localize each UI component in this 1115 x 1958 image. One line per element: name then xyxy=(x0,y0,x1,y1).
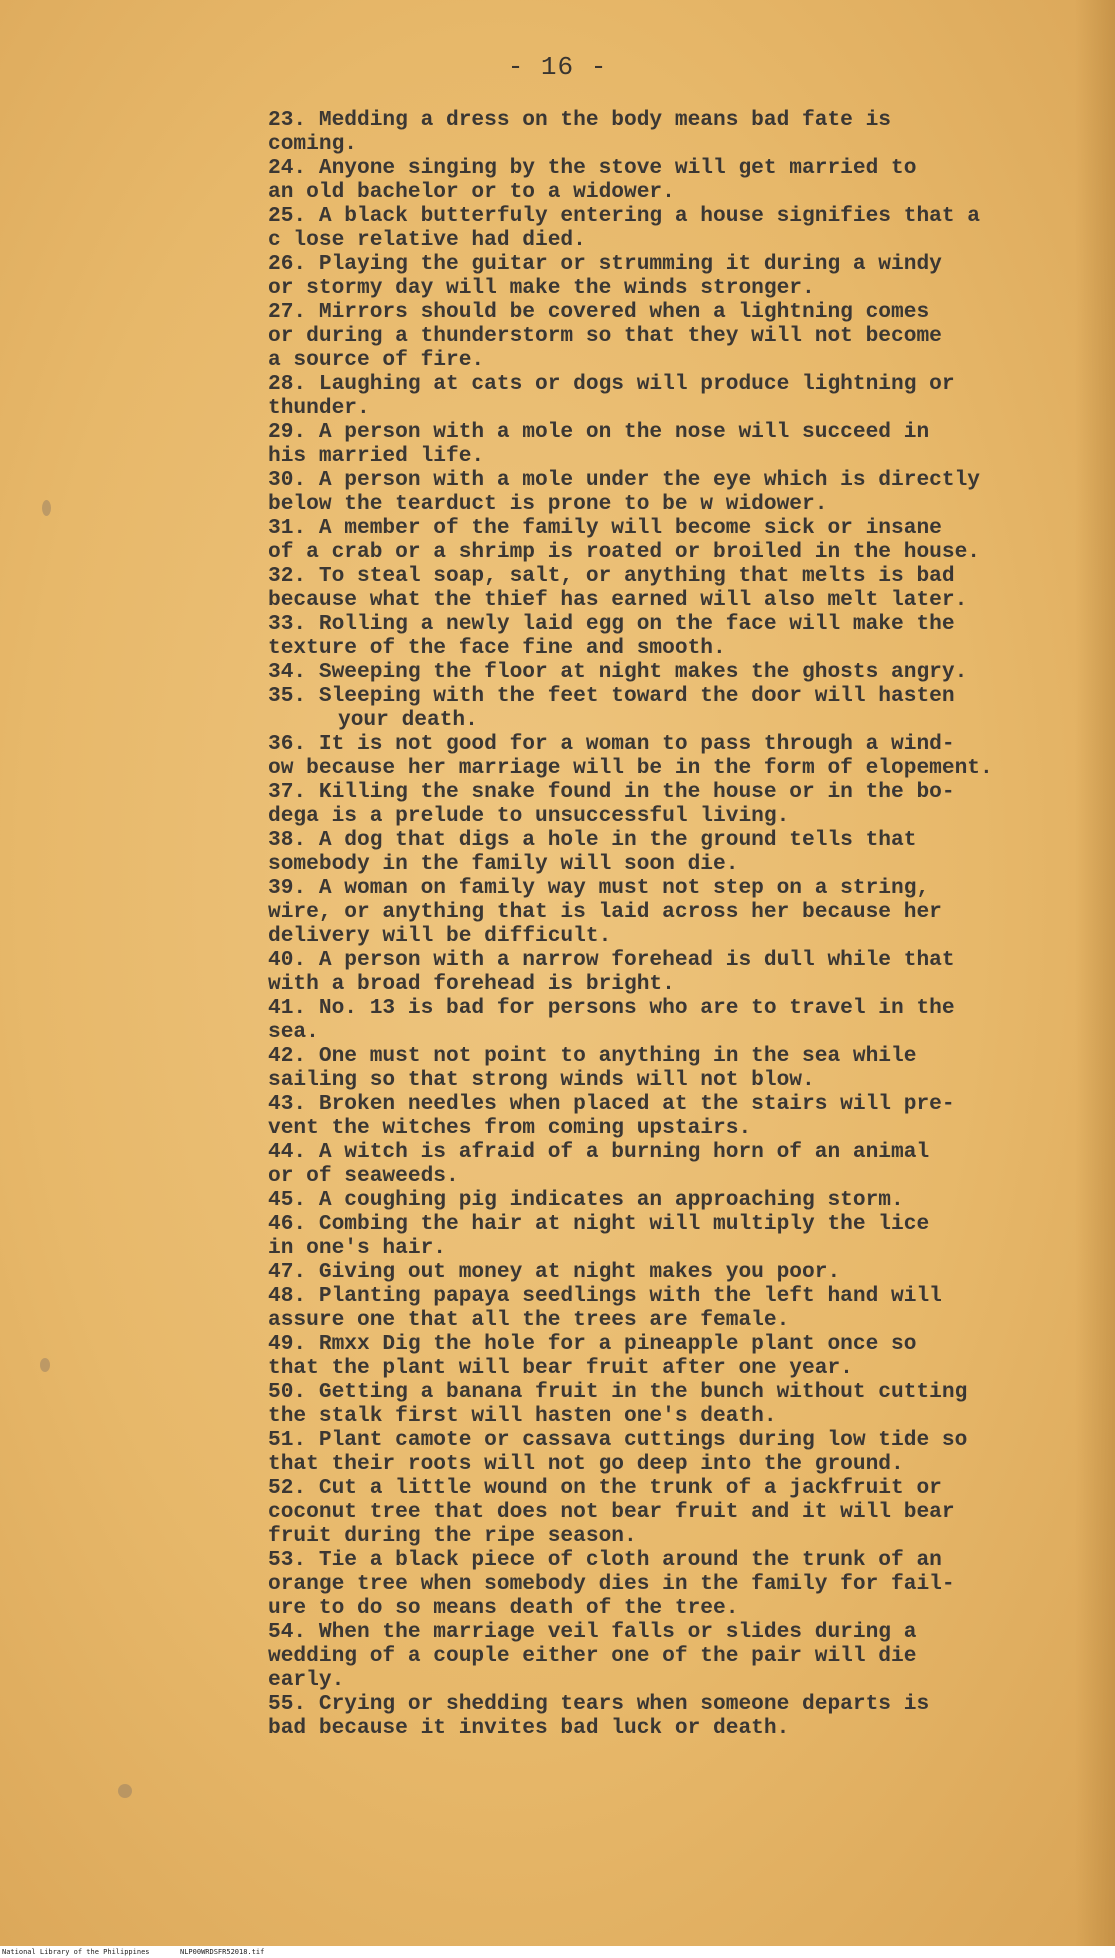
text-line: 26. Playing the guitar or strumming it during a windy xyxy=(268,252,942,276)
text-line: the stalk first will hasten one's death. xyxy=(268,1404,777,1428)
text-line: an old bachelor or to a widower. xyxy=(268,180,675,204)
text-line: 46. Combing the hair at night will multiply the lice xyxy=(268,1212,930,1236)
text-line: or stormy day will make the winds stronger. xyxy=(268,276,815,300)
text-line: 35. Sleeping with the feet toward the door will hasten xyxy=(268,684,955,708)
text-line: wedding of a couple either one of the pair will die xyxy=(268,1644,917,1668)
text-line: thunder. xyxy=(268,396,370,420)
text-line: somebody in the family will soon die. xyxy=(268,852,739,876)
paper-stain xyxy=(40,1358,50,1372)
text-line: sea. xyxy=(268,1020,319,1044)
text-line: 40. A person with a narrow forehead is dull while that xyxy=(268,948,955,972)
text-line: 36. It is not good for a woman to pass through a wind- xyxy=(268,732,955,756)
text-line: 51. Plant camote or cassava cuttings during low tide so xyxy=(268,1428,968,1452)
text-line: texture of the face fine and smooth. xyxy=(268,636,726,660)
text-line: 53. Tie a black piece of cloth around the trunk of an xyxy=(268,1548,942,1572)
text-line: 39. A woman on family way must not step on a string, xyxy=(268,876,930,900)
text-line: in one's hair. xyxy=(268,1236,447,1260)
paper-stain xyxy=(118,1784,132,1798)
text-line: 42. One must not point to anything in the sea while xyxy=(268,1044,917,1068)
text-line: 29. A person with a mole on the nose will succeed in xyxy=(268,420,930,444)
text-line: 25. A black butterfuly entering a house signifies that a xyxy=(268,204,981,228)
text-line: 48. Planting papaya seedlings with the left hand will xyxy=(268,1284,942,1308)
text-line: fruit during the ripe season. xyxy=(268,1524,637,1548)
text-line: below the tearduct is prone to be w widower. xyxy=(268,492,828,516)
text-line: 30. A person with a mole under the eye which is directly xyxy=(268,468,981,492)
text-line xyxy=(268,1740,1098,1764)
text-line: 54. When the marriage veil falls or slides during a xyxy=(268,1620,917,1644)
text-line: 38. A dog that digs a hole in the ground tells that xyxy=(268,828,917,852)
text-line: or of seaweeds. xyxy=(268,1164,459,1188)
text-line: coconut tree that does not bear fruit and it will bear xyxy=(268,1500,955,1524)
paper-stain xyxy=(42,500,51,516)
text-line: wire, or anything that is laid across her because her xyxy=(268,900,942,924)
text-line: 24. Anyone singing by the stove will get married to xyxy=(268,156,917,180)
text-line: bad because it invites bad luck or death. xyxy=(268,1716,790,1740)
text-line: 55. Crying or shedding tears when someone departs is xyxy=(268,1692,930,1716)
text-line: 47. Giving out money at night makes you poor. xyxy=(268,1260,841,1284)
text-line: that their roots will not go deep into the ground. xyxy=(268,1452,904,1476)
text-line: orange tree when somebody dies in the family for fail- xyxy=(268,1572,955,1596)
text-line: a source of fire. xyxy=(268,348,485,372)
scan-footer xyxy=(0,1946,1115,1958)
text-line: vent the witches from coming upstairs. xyxy=(268,1116,752,1140)
text-line: his married life. xyxy=(268,444,485,468)
footer-library-name: National Library of the Philippines xyxy=(2,1948,150,1956)
text-line: c lose relative had died. xyxy=(268,228,586,252)
text-line: 32. To steal soap, salt, or anything that melts is bad xyxy=(268,564,955,588)
text-line: 31. A member of the family will become sick or insane xyxy=(268,516,942,540)
text-line: sailing so that strong winds will not blow. xyxy=(268,1068,815,1092)
text-line: 52. Cut a little wound on the trunk of a jackfruit or xyxy=(268,1476,942,1500)
text-line: 27. Mirrors should be covered when a lightning comes xyxy=(268,300,930,324)
text-line: that the plant will bear fruit after one year. xyxy=(268,1356,853,1380)
text-line: 37. Killing the snake found in the house or in the bo- xyxy=(268,780,955,804)
text-line: 50. Getting a banana fruit in the bunch without cutting xyxy=(268,1380,968,1404)
text-line: 44. A witch is afraid of a burning horn of an animal xyxy=(268,1140,930,1164)
page-number: - 16 - xyxy=(507,52,608,82)
text-line: 49. Rmxx Dig the hole for a pineapple plant once so xyxy=(268,1332,917,1356)
text-line: with a broad forehead is bright. xyxy=(268,972,675,996)
footer-filename: NLP00WRDSFR52018.tif xyxy=(180,1948,265,1956)
text-line: early. xyxy=(268,1668,345,1692)
superstitions-list xyxy=(268,108,1098,1764)
text-line: 41. No. 13 is bad for persons who are to travel in the xyxy=(268,996,955,1020)
text-line: dega is a prelude to unsuccessful living. xyxy=(268,804,790,828)
text-line: of a crab or a shrimp is roated or broiled in the house. xyxy=(268,540,981,564)
text-line: 33. Rolling a newly laid egg on the face will make the xyxy=(268,612,955,636)
text-line: because what the thief has earned will also melt later. xyxy=(268,588,968,612)
text-line: or during a thunderstorm so that they will not become xyxy=(268,324,942,348)
text-line: 28. Laughing at cats or dogs will produce lightning or xyxy=(268,372,955,396)
text-line: 43. Broken needles when placed at the stairs will pre- xyxy=(268,1092,955,1116)
text-line: your death. xyxy=(338,708,478,732)
text-line: 34. Sweeping the floor at night makes the ghosts angry. xyxy=(268,660,968,684)
text-line: assure one that all the trees are female. xyxy=(268,1308,790,1332)
text-line: ow because her marriage will be in the form of elopement. xyxy=(268,756,993,780)
text-line: 45. A coughing pig indicates an approaching storm. xyxy=(268,1188,904,1212)
text-line: 23. Medding a dress on the body means bad fate is xyxy=(268,108,892,132)
text-line: ure to do so means death of the tree. xyxy=(268,1596,739,1620)
text-line: coming. xyxy=(268,132,358,156)
text-line: delivery will be difficult. xyxy=(268,924,612,948)
